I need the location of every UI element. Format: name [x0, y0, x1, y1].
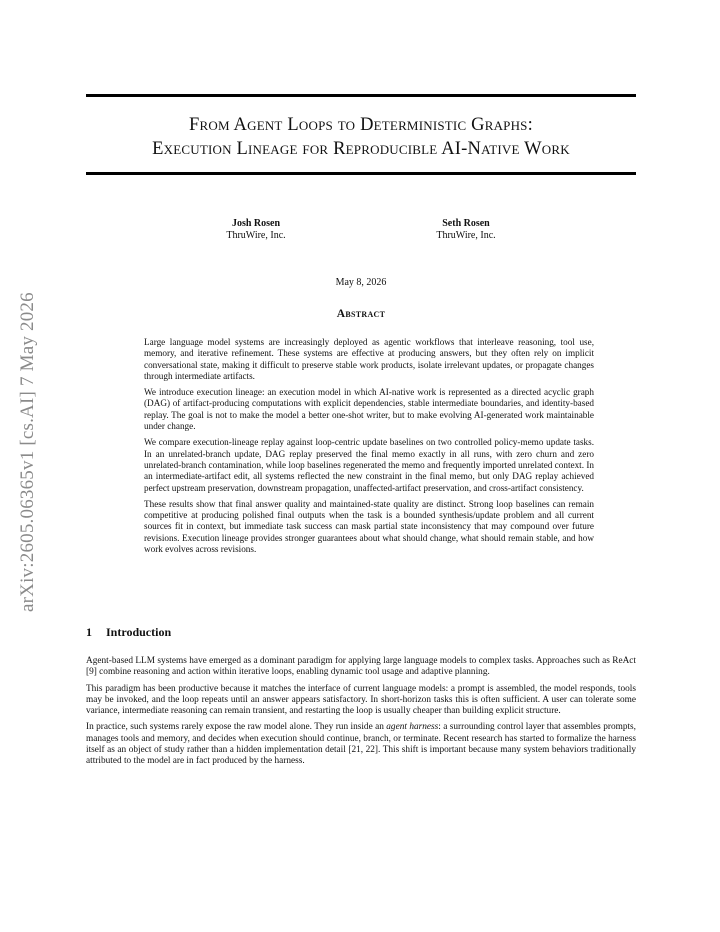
text-span: In practice, such systems rarely expose the raw model alone. They run inside an: [86, 722, 387, 733]
author-block-1: [156, 218, 356, 242]
arxiv-side-stamp: arXiv:2605.06365v1 [cs.AI] 7 May 2026: [17, 292, 38, 612]
abstract-paragraph: We introduce execution lineage: an execution model in which AI-native work is represented as a directed acyclic graph (DAG) of artifact-producing computations with explicit dependencies, stable intermediate boundaries, and identity-based replay. The goal is not to make the model a better one-shot writer, but to make evolving AI-generated work maintainable under change.: [144, 387, 594, 432]
emphasized-term: agent harness: [386, 722, 439, 733]
title-line-1: From Agent Loops to Deterministic Graphs:: [189, 115, 533, 135]
author-name: Josh Rosen: [231, 218, 281, 229]
author-name: Seth Rosen: [442, 218, 490, 229]
abstract-paragraph: These results show that final answer quality and maintained-state quality are distinct. Strong loop baselines can remain competitive at producing polished final outputs when the task is a bounded synthesis/update problem and all current sources fit in context, but immediate task success can mask partial state inconsistency that may compound over future revisions. Execution lineage provides stronger guarantees about what should change, what should remain stable, and how work evolves across revisions.: [144, 498, 594, 555]
body-paragraph: [86, 722, 636, 767]
author-affiliation: ThruWire, Inc.: [226, 230, 286, 241]
author-affiliation: ThruWire, Inc.: [436, 230, 496, 241]
introduction-body: [86, 656, 636, 773]
author-block-2: [366, 218, 566, 242]
section-heading-introduction: [86, 625, 171, 640]
title-line-2: Execution Lineage for Reproducible AI-Native Work: [152, 139, 570, 159]
section-title: Introduction: [106, 625, 172, 639]
paper-title: [86, 113, 636, 161]
paper-date: May 8, 2026: [335, 277, 387, 288]
abstract-heading: Abstract: [336, 308, 386, 320]
abstract-paragraph: We compare execution-lineage replay against loop-centric update baselines on two controlled policy-memo update tasks. In an unrelated-branch update, DAG replay preserved the final memo exactly in all runs, with zero churn and zero unrelated-branch contamination, while loop baselines regenerated the memo and frequently imported unrelated context. In an intermediate-artifact edit, all systems reflected the new constraint in the final memo, but only DAG replay achieved perfect upstream preservation, downstream propagation, unaffected-artifact preservation, and cross-artifact consistency.: [144, 437, 594, 493]
body-paragraph: Agent-based LLM systems have emerged as a dominant paradigm for applying large language models to complex tasks. Approaches such as ReAct [9] combine reasoning and action within iterative loops, enabling dynamic tool usage and adaptive planning.: [86, 656, 636, 678]
title-top-rule: [86, 94, 636, 97]
body-paragraph: This paradigm has been productive because it matches the interface of current language models: a prompt is assembled, the model responds, tools may be invoked, and the loop repeats until an answer appears satisfactory. In short-horizon tasks this is often sufficient. A user can tolerate some variance, intermediate reasoning can remain transient, and restarting the loop is usually cheaper than building explicit structure.: [86, 683, 636, 717]
abstract-body: [144, 337, 594, 560]
section-number: 1: [86, 625, 92, 639]
text-span: : a surrounding control layer that assembles prompts, manages tools and memory, and decides when execution should continue, branch, or terminate. Recent research has started to formalize the harness itself as an object of study rather than a hidden implementation detail [21, 22]. This shift is important because many system behaviors traditionally attributed to the model are in fact produced by the harness.: [86, 722, 636, 767]
title-bottom-rule: [86, 172, 636, 175]
abstract-paragraph: Large language model systems are increasingly deployed as agentic workflows that interleave reasoning, tool use, memory, and iterative refinement. These systems are effective at producing answers, but they often rely on implicit conversational state, making it difficult to preserve stable work products, isolate irrelevant updates, or propagate changes through intermediate artifacts.: [144, 337, 594, 381]
